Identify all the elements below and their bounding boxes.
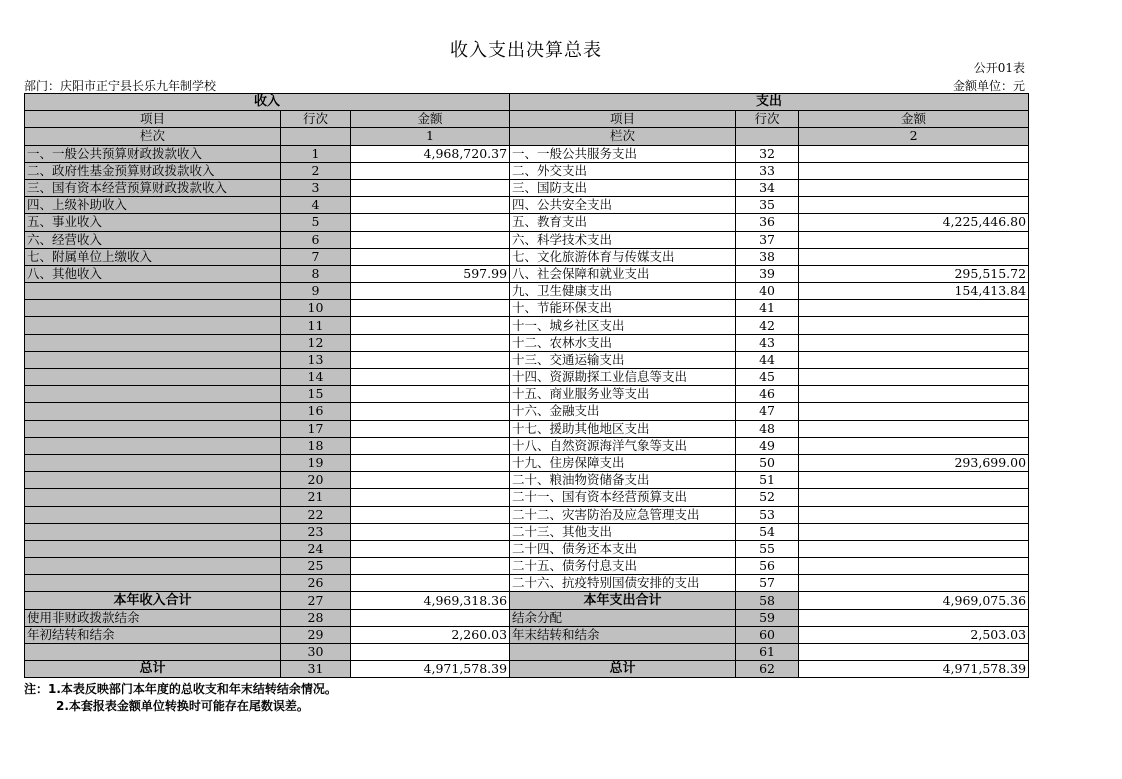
expense-item-cell: 二十六、抗疫特别国债安排的支出 (510, 575, 736, 592)
expense-item-cell: 十七、援助其他地区支出 (510, 420, 736, 437)
expense-line-no-cell: 57 (736, 575, 799, 592)
income-amount-cell (351, 489, 510, 506)
expense-amount-cell (799, 437, 1029, 454)
expense-line-no-cell: 43 (736, 334, 799, 351)
expense-column-label: 栏次 (510, 128, 736, 145)
income-item-cell (25, 523, 281, 540)
grand-expense-amount: 4,971,578.39 (799, 661, 1029, 678)
expense-item-cell: 十二、农林水支出 (510, 334, 736, 351)
expense-amount-cell (799, 540, 1029, 557)
expense-item-cell: 二十四、债务还本支出 (510, 540, 736, 557)
expense-item-cell: 二、外交支出 (510, 162, 736, 179)
grand-total-row (25, 661, 1029, 678)
expense-amount-cell (799, 179, 1029, 196)
table-row (25, 317, 1029, 334)
closing-balance-amount: 2,503.03 (799, 626, 1029, 643)
expense-amount-cell (799, 575, 1029, 592)
income-line-no-cell: 1 (281, 145, 351, 162)
table-row (25, 231, 1029, 248)
grand-income-no: 31 (281, 661, 351, 678)
income-column-label: 栏次 (25, 128, 281, 145)
expense-amount-cell: 293,699.00 (799, 454, 1029, 471)
table-row (25, 197, 1029, 214)
opening-balance-label: 年初结转和结余 (25, 626, 281, 643)
income-amount-cell (351, 197, 510, 214)
table-row (25, 283, 1029, 300)
income-item-cell: 二、政府性基金预算财政拨款收入 (25, 162, 281, 179)
income-line-no-cell: 21 (281, 489, 351, 506)
income-line-no-cell: 18 (281, 437, 351, 454)
expense-amount-cell (799, 145, 1029, 162)
table-row (25, 351, 1029, 368)
expense-line-no-cell: 45 (736, 369, 799, 386)
income-item-cell (25, 420, 281, 437)
income-item-cell (25, 283, 281, 300)
year-expense-total-no: 58 (736, 592, 799, 609)
table-row (25, 437, 1029, 454)
expense-item-cell: 九、卫生健康支出 (510, 283, 736, 300)
table-row (25, 540, 1029, 557)
form-code: 公开01表 (973, 61, 1025, 75)
expense-amount-cell (799, 506, 1029, 523)
income-amount-cell (351, 403, 510, 420)
column-header-row (25, 111, 1029, 128)
expense-amount-cell (799, 162, 1029, 179)
income-item-cell (25, 300, 281, 317)
table-row (25, 523, 1029, 540)
expense-amount-cell (799, 489, 1029, 506)
income-item-header: 项目 (25, 111, 281, 128)
income-amount-cell (351, 351, 510, 368)
income-amount-cell (351, 437, 510, 454)
expense-item-header: 项目 (510, 111, 736, 128)
expense-amount-cell (799, 403, 1029, 420)
expense-item-cell: 四、公共安全支出 (510, 197, 736, 214)
income-line-no-cell: 12 (281, 334, 351, 351)
income-line-no-cell: 11 (281, 317, 351, 334)
expense-line-no-cell: 47 (736, 403, 799, 420)
expense-line-no-cell: 32 (736, 145, 799, 162)
income-item-cell (25, 386, 281, 403)
income-line-no-cell: 22 (281, 506, 351, 523)
income-amount-cell (351, 575, 510, 592)
expense-amount-cell (799, 317, 1029, 334)
expense-item-cell: 十六、金融支出 (510, 403, 736, 420)
income-amount-cell: 4,968,720.37 (351, 145, 510, 162)
table-row (25, 214, 1029, 231)
footnote-2: 2.本套报表金额单位转换时可能存在尾数误差。 (56, 699, 309, 713)
expense-item-cell: 十五、商业服务业等支出 (510, 386, 736, 403)
income-line-no-cell: 23 (281, 523, 351, 540)
income-amount-cell (351, 540, 510, 557)
expense-line-no-cell: 39 (736, 265, 799, 282)
income-item-cell: 一、一般公共预算财政拨款收入 (25, 145, 281, 162)
income-amount-cell (351, 162, 510, 179)
income-line-no-cell: 3 (281, 179, 351, 196)
year-income-total-label: 本年收入合计 (25, 592, 281, 609)
table-row (25, 403, 1029, 420)
expense-line-no-cell: 38 (736, 248, 799, 265)
table-row (25, 575, 1029, 592)
income-line-no-cell: 8 (281, 265, 351, 282)
expense-item-cell: 二十三、其他支出 (510, 523, 736, 540)
income-column-blank (281, 128, 351, 145)
income-amount-cell (351, 283, 510, 300)
table-row (25, 145, 1029, 162)
expense-item-cell: 八、社会保障和就业支出 (510, 265, 736, 282)
income-amount-cell (351, 214, 510, 231)
expense-line-no-header: 行次 (736, 111, 799, 128)
expense-amount-cell: 154,413.84 (799, 283, 1029, 300)
income-line-no-cell: 20 (281, 472, 351, 489)
expense-line-no-cell: 40 (736, 283, 799, 300)
expense-item-cell: 二十二、灾害防治及应急管理支出 (510, 506, 736, 523)
income-item-cell: 四、上级补助收入 (25, 197, 281, 214)
income-item-cell (25, 403, 281, 420)
expense-column-number: 2 (799, 128, 1029, 145)
income-line-no-cell: 14 (281, 369, 351, 386)
expense-amount-cell (799, 472, 1029, 489)
income-amount-cell (351, 300, 510, 317)
expense-line-no-cell: 41 (736, 300, 799, 317)
income-line-no-cell: 7 (281, 248, 351, 265)
footnotes (24, 681, 337, 715)
income-line-no-cell: 17 (281, 420, 351, 437)
nonfiscal-row (25, 609, 1029, 626)
income-item-cell (25, 540, 281, 557)
expense-amount-cell (799, 351, 1029, 368)
income-amount-cell (351, 179, 510, 196)
income-amount-cell (351, 317, 510, 334)
table-row (25, 248, 1029, 265)
year-total-row (25, 592, 1029, 609)
expense-amount-cell (799, 420, 1029, 437)
income-item-cell: 八、其他收入 (25, 265, 281, 282)
balance-row (25, 626, 1029, 643)
expense-item-cell: 七、文化旅游体育与传媒支出 (510, 248, 736, 265)
expense-item-cell: 二十一、国有资本经营预算支出 (510, 489, 736, 506)
table-row (25, 179, 1029, 196)
income-expense-table (24, 93, 1029, 678)
income-line-no-cell: 15 (281, 386, 351, 403)
footnote-1: 注：1.本表反映部门本年度的总收支和年末结转结余情况。 (24, 682, 337, 696)
table-row (25, 334, 1029, 351)
expense-line-no-cell: 44 (736, 351, 799, 368)
table-row (25, 300, 1029, 317)
expense-line-no-cell: 54 (736, 523, 799, 540)
income-amount-cell (351, 523, 510, 540)
expense-amount-cell (799, 197, 1029, 214)
income-amount-cell (351, 420, 510, 437)
expense-line-no-cell: 35 (736, 197, 799, 214)
expense-item-cell: 三、国防支出 (510, 179, 736, 196)
table-row (25, 472, 1029, 489)
income-amount-cell (351, 472, 510, 489)
income-line-no-cell: 4 (281, 197, 351, 214)
expense-item-cell: 十八、自然资源海洋气象等支出 (510, 437, 736, 454)
department-label: 部门：庆阳市正宁县长乐九年制学校 (24, 79, 217, 93)
expense-line-no-cell: 53 (736, 506, 799, 523)
income-amount-cell (351, 248, 510, 265)
expense-amount-cell (799, 231, 1029, 248)
year-expense-total-label: 本年支出合计 (510, 592, 736, 609)
table-row (25, 506, 1029, 523)
expense-item-cell: 十四、资源勘探工业信息等支出 (510, 369, 736, 386)
income-amount-cell (351, 558, 510, 575)
blank-expense-label (510, 644, 736, 661)
expense-section-header: 支出 (510, 94, 1029, 111)
income-amount-cell: 597.99 (351, 265, 510, 282)
year-income-total-no: 27 (281, 592, 351, 609)
income-line-no-cell: 9 (281, 283, 351, 300)
income-item-cell (25, 506, 281, 523)
income-section-header: 收入 (25, 94, 510, 111)
year-income-total-amount: 4,969,318.36 (351, 592, 510, 609)
expense-line-no-cell: 34 (736, 179, 799, 196)
expense-item-cell: 六、科学技术支出 (510, 231, 736, 248)
expense-line-no-cell: 46 (736, 386, 799, 403)
income-item-cell: 三、国有资本经营预算财政拨款收入 (25, 179, 281, 196)
opening-balance-amount: 2,260.03 (351, 626, 510, 643)
income-line-no-header: 行次 (281, 111, 351, 128)
income-amount-cell (351, 231, 510, 248)
amount-unit: 金额单位：元 (952, 79, 1025, 93)
income-amount-header: 金额 (351, 111, 510, 128)
income-line-no-cell: 25 (281, 558, 351, 575)
nonfiscal-surplus-no: 28 (281, 609, 351, 626)
income-item-cell: 七、附属单位上缴收入 (25, 248, 281, 265)
table-row (25, 265, 1029, 282)
blank-income-label (25, 644, 281, 661)
income-amount-cell (351, 334, 510, 351)
expense-item-cell: 十一、城乡社区支出 (510, 317, 736, 334)
expense-line-no-cell: 55 (736, 540, 799, 557)
income-item-cell (25, 351, 281, 368)
expense-amount-cell (799, 334, 1029, 351)
income-line-no-cell: 19 (281, 454, 351, 471)
expense-item-cell: 二十、粮油物资储备支出 (510, 472, 736, 489)
expense-line-no-cell: 37 (736, 231, 799, 248)
blank-expense-amount (799, 644, 1029, 661)
expense-line-no-cell: 56 (736, 558, 799, 575)
table-row (25, 558, 1029, 575)
year-expense-total-amount: 4,969,075.36 (799, 592, 1029, 609)
table-row (25, 489, 1029, 506)
income-amount-cell (351, 454, 510, 471)
expense-column-blank (736, 128, 799, 145)
income-item-cell (25, 558, 281, 575)
expense-item-cell: 五、教育支出 (510, 214, 736, 231)
expense-line-no-cell: 50 (736, 454, 799, 471)
expense-amount-header: 金额 (799, 111, 1029, 128)
expense-line-no-cell: 49 (736, 437, 799, 454)
income-line-no-cell: 16 (281, 403, 351, 420)
income-line-no-cell: 13 (281, 351, 351, 368)
income-amount-cell (351, 369, 510, 386)
closing-balance-no: 60 (736, 626, 799, 643)
closing-balance-label: 年末结转和结余 (510, 626, 736, 643)
table-row (25, 420, 1029, 437)
table-row (25, 454, 1029, 471)
income-item-cell (25, 489, 281, 506)
income-item-cell (25, 437, 281, 454)
nonfiscal-surplus-amount (351, 609, 510, 626)
table-row (25, 386, 1029, 403)
expense-line-no-cell: 36 (736, 214, 799, 231)
expense-amount-cell (799, 386, 1029, 403)
expense-item-cell: 十、节能环保支出 (510, 300, 736, 317)
income-line-no-cell: 26 (281, 575, 351, 592)
expense-item-cell: 十三、交通运输支出 (510, 351, 736, 368)
expense-item-cell: 二十五、债务付息支出 (510, 558, 736, 575)
blank-income-amount (351, 644, 510, 661)
blank-expense-no: 61 (736, 644, 799, 661)
income-item-cell: 六、经营收入 (25, 231, 281, 248)
expense-line-no-cell: 51 (736, 472, 799, 489)
expense-amount-cell: 4,225,446.80 (799, 214, 1029, 231)
income-item-cell (25, 334, 281, 351)
expense-amount-cell (799, 523, 1029, 540)
income-amount-cell (351, 386, 510, 403)
table-row (25, 369, 1029, 386)
income-line-no-cell: 24 (281, 540, 351, 557)
surplus-distribution-no: 59 (736, 609, 799, 626)
income-item-cell (25, 454, 281, 471)
expense-amount-cell: 295,515.72 (799, 265, 1029, 282)
section-header-row (25, 94, 1029, 111)
income-item-cell: 五、事业收入 (25, 214, 281, 231)
expense-line-no-cell: 33 (736, 162, 799, 179)
income-line-no-cell: 2 (281, 162, 351, 179)
expense-line-no-cell: 42 (736, 317, 799, 334)
page-title: 收入支出决算总表 (450, 40, 602, 61)
expense-line-no-cell: 52 (736, 489, 799, 506)
column-number-row (25, 128, 1029, 145)
income-line-no-cell: 6 (281, 231, 351, 248)
expense-amount-cell (799, 369, 1029, 386)
income-column-number: 1 (351, 128, 510, 145)
grand-expense-label: 总计 (510, 661, 736, 678)
income-item-cell (25, 575, 281, 592)
expense-amount-cell (799, 300, 1029, 317)
nonfiscal-surplus-label: 使用非财政拨款结余 (25, 609, 281, 626)
blank-income-no: 30 (281, 644, 351, 661)
expense-item-cell: 一、一般公共服务支出 (510, 145, 736, 162)
income-item-cell (25, 369, 281, 386)
surplus-distribution-label: 结余分配 (510, 609, 736, 626)
blank-row (25, 644, 1029, 661)
expense-amount-cell (799, 248, 1029, 265)
income-line-no-cell: 10 (281, 300, 351, 317)
expense-amount-cell (799, 558, 1029, 575)
income-amount-cell (351, 506, 510, 523)
income-item-cell (25, 317, 281, 334)
income-item-cell (25, 472, 281, 489)
table-row (25, 162, 1029, 179)
opening-balance-no: 29 (281, 626, 351, 643)
grand-income-amount: 4,971,578.39 (351, 661, 510, 678)
surplus-distribution-amount (799, 609, 1029, 626)
income-line-no-cell: 5 (281, 214, 351, 231)
grand-expense-no: 62 (736, 661, 799, 678)
expense-line-no-cell: 48 (736, 420, 799, 437)
grand-income-label: 总计 (25, 661, 281, 678)
expense-item-cell: 十九、住房保障支出 (510, 454, 736, 471)
